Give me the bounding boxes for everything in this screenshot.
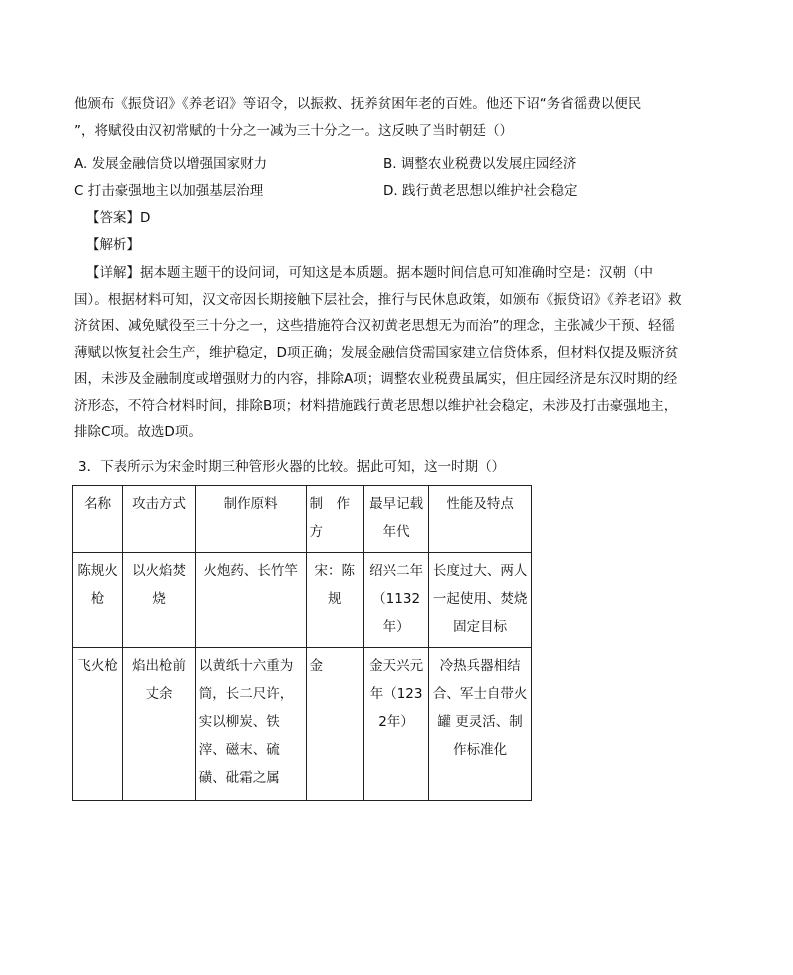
cell-year: 绍兴二年（1132年）	[363, 553, 428, 648]
header-features: 性能及特点	[429, 486, 532, 553]
intro-line-2: ”，将赋役由汉初常赋的十分之一减为三十分之一。这反映了当时朝廷（）	[74, 123, 513, 139]
table-row	[73, 553, 532, 648]
cell-features: 冷热兵器相结合、军士自带火罐 更灵活、制作标准化	[429, 648, 532, 801]
detail-paragraph: 【详解】据本题主题干的设问词，可知这是本质题。据本题时间信息可知准确时空是：汉朝（中国）。根据材料可知，汉文帝因长期接触下层社会，推行与民休息政策，如颁布《振贷诏》《养老诏》救济贫困、减免赋役至三十分之一，这些措施符合汉初黄老思想无为而治”的理念，主张减少干预、轻徭薄赋以恢复社会生产，维护稳定，D项正确；发展金融信贷需国家建立信贷体系，但材料仅提及赈济贫困，未涉及金融制度或增强财力的内容，排除A项；调整农业税费虽属实，但庄园经济是东汉时期的经济形态，不符合材料时间，排除B项；材料措施践行黄老思想以维护社会稳定，未涉及打击豪强地主，排除C项。故选D项。	[74, 265, 682, 440]
cell-maker: 金	[306, 648, 363, 801]
question-3: 3．下表所示为宋金时期三种管形火器的比较。据此可知，这一时期（）	[78, 459, 506, 475]
option-a: A. 发展金融信贷以增强国家财力	[74, 156, 268, 172]
cell-attack: 以火焰焚烧	[123, 553, 195, 648]
table-header-row	[73, 486, 532, 553]
header-material: 制作原料	[195, 486, 306, 553]
cell-name: 陈规火枪	[73, 553, 123, 648]
cell-year: 金天兴元年（1232年）	[363, 648, 428, 801]
option-d: D. 践行黄老思想以维护社会稳定	[383, 183, 578, 199]
cell-features: 长度过大、两人一起使用、焚烧固定目标	[429, 553, 532, 648]
header-attack: 攻击方式	[123, 486, 195, 553]
header-name: 名称	[73, 486, 123, 553]
header-year: 最早记载年代	[363, 486, 428, 553]
cell-material: 火炮药、长竹竿	[195, 553, 306, 648]
option-b: B. 调整农业税费以发展庄园经济	[383, 156, 577, 172]
answer-label: 【答案】D	[86, 210, 151, 226]
cell-name: 飞火枪	[73, 648, 123, 801]
cell-maker: 宋：陈规	[306, 553, 363, 648]
intro-line-1: 他颁布《振贷诏》《养老诏》等诏令，以振救、抚养贫困年老的百姓。他还下诏“务省徭费以便民	[74, 96, 642, 112]
analysis-label: 【解析】	[86, 237, 140, 253]
option-c: C 打击豪强地主以加强基层治理	[74, 183, 264, 199]
header-maker: 制 作方	[306, 486, 363, 553]
cell-attack: 焰出枪前丈余	[123, 648, 195, 801]
table-row	[73, 648, 532, 801]
comparison-table	[72, 485, 532, 801]
cell-material: 以黄纸十六重为筒，长二尺许，实以柳炭、铁滓、磁末、硫磺、砒霜之属	[195, 648, 306, 801]
